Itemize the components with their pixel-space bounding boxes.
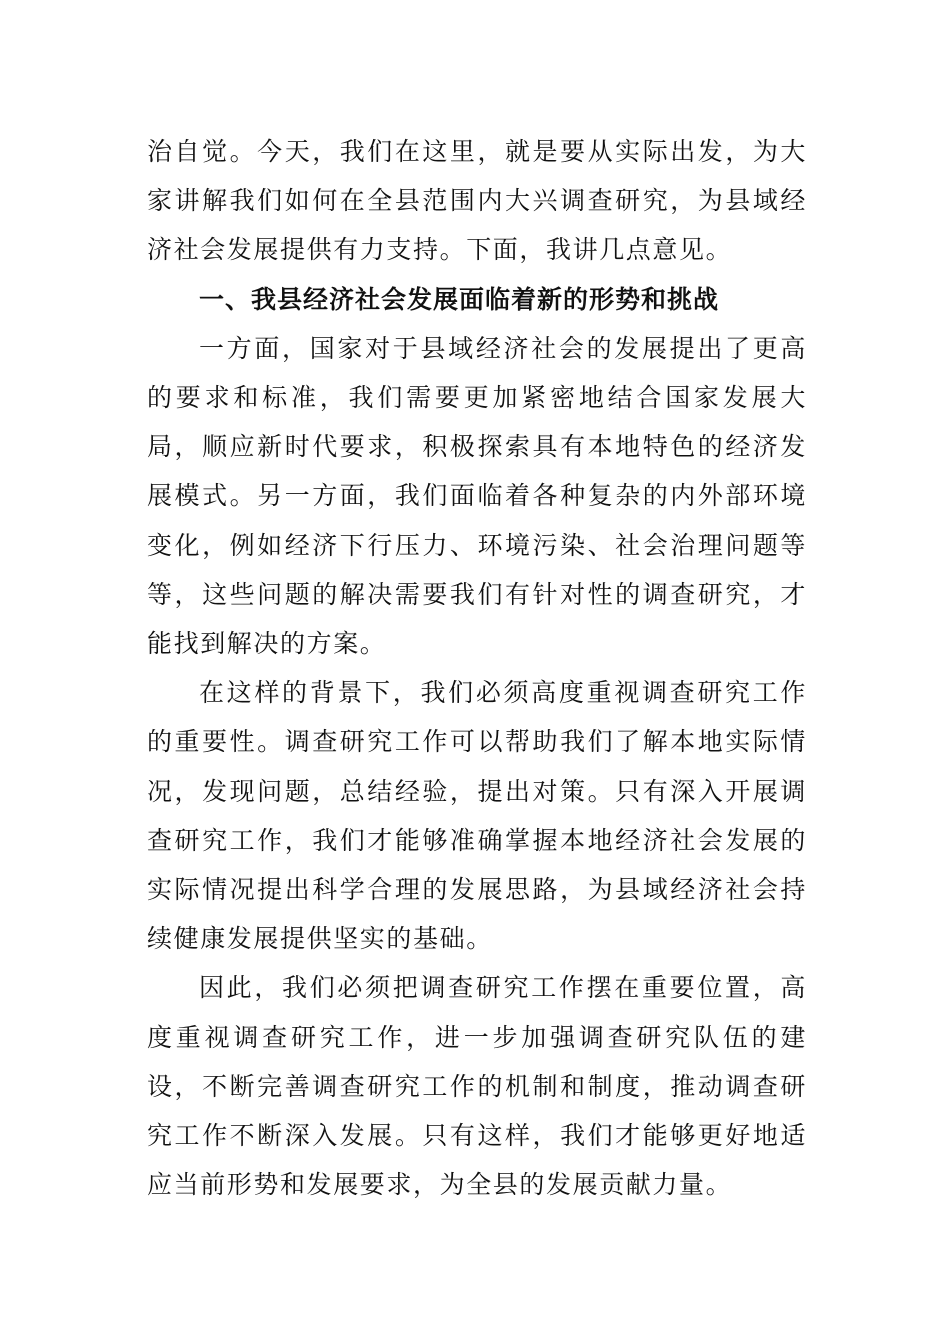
body-paragraph-3: 因此，我们必须把调查研究工作摆在重要位置，高度重视调查研究工作，进一步加强调查研究队伍的建设，不断完善调查研究工作的机制和制度，推动调查研究工作不断深入发展。只有这样，我们才能够更好地适应当前形势和发展要求，为全县的发展贡献力量。 [147, 973, 807, 1200]
body-paragraph-2: 在这样的背景下，我们必须高度重视调查研究工作的重要性。调查研究工作可以帮助我们了解本地实际情况，发现问题，总结经验，提出对策。只有深入开展调查研究工作，我们才能够准确掌握本地经济社会发展的实际情况提出科学合理的发展思路，为县域经济社会持续健康发展提供坚实的基础。 [147, 678, 807, 954]
continuation-paragraph: 治自觉。今天，我们在这里，就是要从实际出发，为大家讲解我们如何在全县范围内大兴调查研究，为县域经济社会发展提供有力支持。下面，我讲几点意见。 [147, 137, 807, 265]
body-paragraph-1: 一方面，国家对于县域经济社会的发展提出了更高的要求和标准，我们需要更加紧密地结合国家发展大局，顺应新时代要求，积极探索具有本地特色的经济发展模式。另一方面，我们面临着各种复杂的内外部环境变化，例如经济下行压力、环境污染、社会治理问题等等，这些问题的解决需要我们有针对性的调查研究，才能找到解决的方案。 [147, 333, 807, 659]
section-heading: 一、我县经济社会发展面临着新的形势和挑战 [199, 284, 720, 314]
document-body [147, 127, 807, 1209]
